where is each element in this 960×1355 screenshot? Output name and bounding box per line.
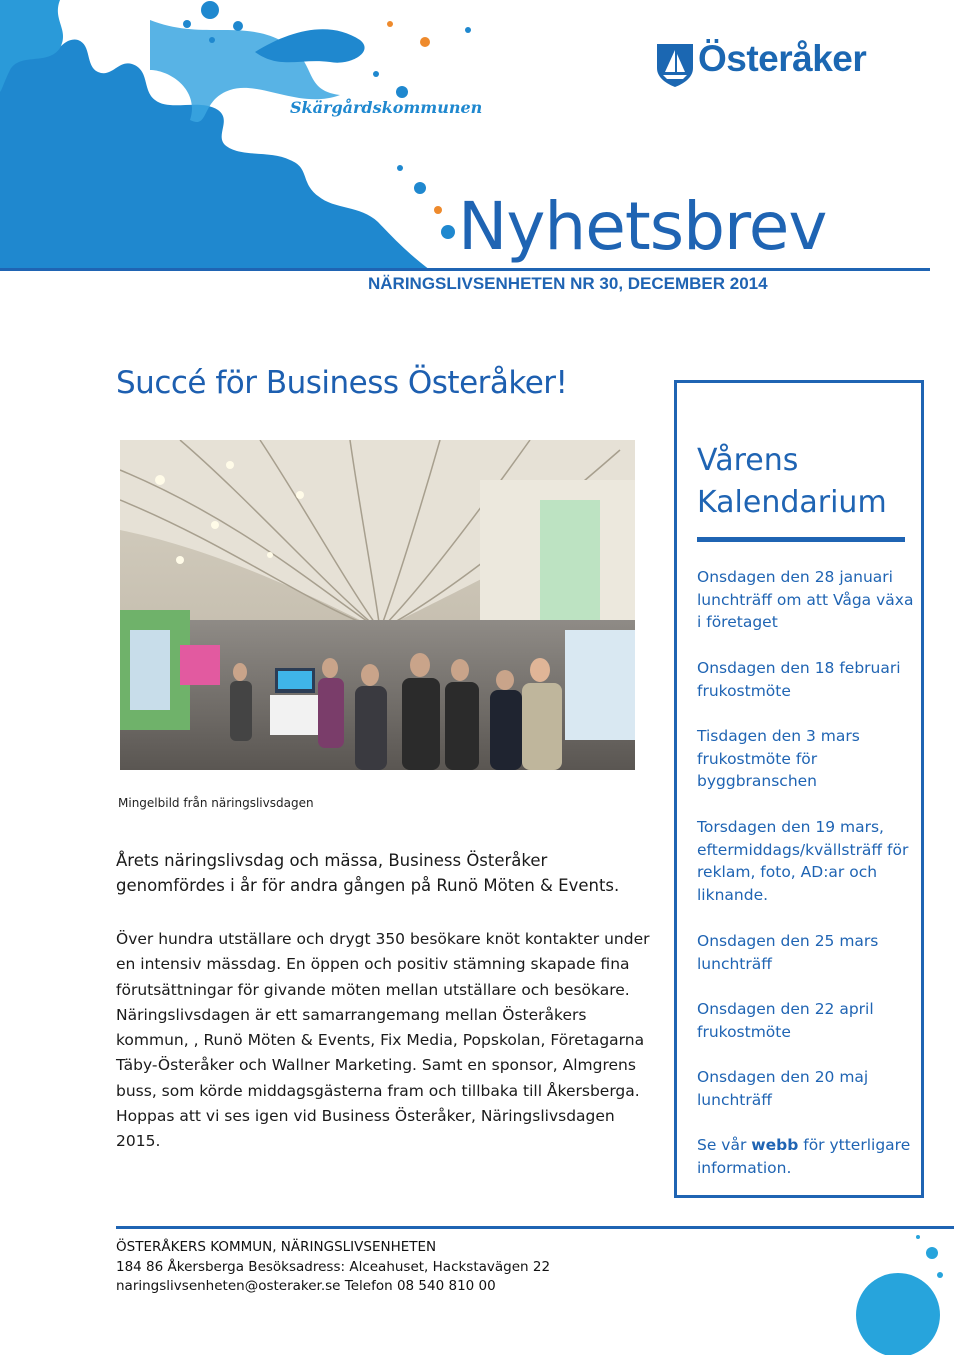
- calendar-title: Vårens Kalendarium: [697, 443, 887, 520]
- footer-contact: [116, 1238, 550, 1297]
- more-info-prefix: Se vår: [697, 1136, 752, 1154]
- event-text: eftermiddags/kvällsträff för reklam, foto, AD:ar och liknande.: [697, 840, 909, 905]
- calendar-event: [697, 566, 917, 634]
- issue-line: NÄRINGSLIVSENHETEN NR 30, DECEMBER 2014: [368, 274, 768, 293]
- more-info-suffix: för ytterligare information.: [697, 1136, 911, 1177]
- event-date: Onsdagen den 18 februari: [697, 659, 901, 677]
- calendar-divider: [697, 537, 905, 542]
- footer-divider: [116, 1226, 954, 1229]
- event-date: Onsdagen den 28 januari: [697, 568, 893, 586]
- event-photo: [120, 440, 635, 770]
- webb-link[interactable]: webb: [751, 1136, 799, 1154]
- tagline: Skärgårdskommunen: [290, 98, 483, 117]
- calendar-more-info: [697, 1134, 917, 1179]
- event-text: lunchträff: [697, 1090, 772, 1109]
- footer-org: ÖSTERÅKERS KOMMUN, NÄRINGSLIVSENHETEN: [116, 1239, 437, 1255]
- event-date: Onsdagen den 22 april: [697, 1000, 874, 1018]
- calendar-event: [697, 725, 917, 793]
- event-date: Onsdagen den 20 maj: [697, 1068, 869, 1086]
- article-paragraph: Över hundra utställare och drygt 350 besökare knöt kontakter under en intensiv mässdag. En öppen och positiv stämning skapade fina förutsättningar för givande möten mellan utställare och besökare.: [116, 930, 650, 999]
- event-date: Torsdagen den 19 mars,: [697, 818, 884, 836]
- calendar-event: [697, 1066, 917, 1111]
- photo-caption: Mingelbild från näringslivsdagen: [118, 796, 314, 810]
- calendar-event: [697, 998, 917, 1043]
- footer-bubbles-graphic: [840, 1225, 960, 1355]
- title-divider: [0, 268, 930, 271]
- calendar-event: [697, 657, 917, 702]
- article-paragraph: Näringslivsdagen är ett samarrangemang mellan Österåkers kommun, , Runö Möten & Events, Fix Media, Popskolan, Företagarna Täby-Österåker och Wallner Marketing. Samt en sponsor, Almgrens buss, som körde middagsgästerna fram och tillbaka till Åkersberga. Hoppas att vi ses igen vid Business Österåker, Näringslivsdagen 2015.: [116, 1005, 645, 1151]
- event-text: lunchträff om att Våga växa i företaget: [697, 590, 914, 632]
- event-text: frukostmöte: [697, 1022, 791, 1041]
- water-splash-graphic: [0, 0, 520, 280]
- article-headline: Succé för Business Österåker!: [116, 365, 568, 401]
- event-text: lunchträff: [697, 954, 772, 973]
- event-date: Tisdagen den 3 mars: [697, 727, 860, 745]
- article-body: [116, 927, 656, 1155]
- event-text: frukostmöte: [697, 681, 791, 700]
- newsletter-title: Nyhetsbrev: [458, 188, 827, 265]
- footer-address: 184 86 Åkersberga Besöksadress: Alceahuset, Hackstavägen 22: [116, 1258, 551, 1275]
- logo-wordmark: Österåker: [698, 38, 867, 79]
- osteraker-shield-icon: [655, 42, 695, 88]
- event-date: Onsdagen den 25 mars: [697, 932, 879, 950]
- calendar-event: [697, 816, 917, 907]
- calendar-event: [697, 930, 917, 975]
- footer-contact-line[interactable]: naringslivsenheten@osteraker.se Telefon 08 540 810 00: [116, 1278, 496, 1294]
- event-text: frukostmöte för byggbranschen: [697, 749, 818, 791]
- article-intro: Årets näringslivsdag och mässa, Business Österåker genomfördes i år för andra gången på Runö Möten & Events.: [116, 851, 620, 895]
